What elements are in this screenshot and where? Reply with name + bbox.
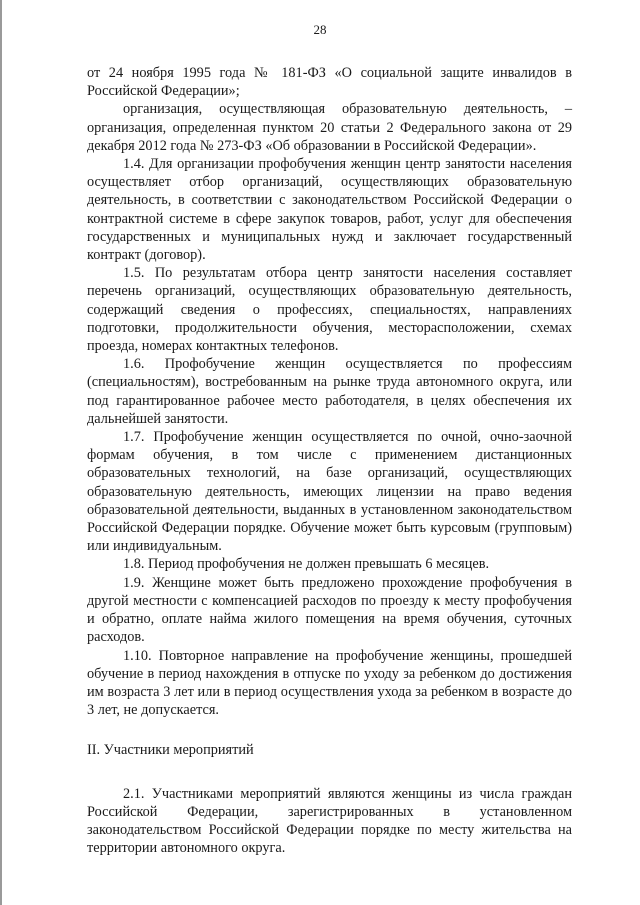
- paragraph: 1.10. Повторное направление на профобучение женщины, прошедшей обучение в период нахождения в отпуске по уходу за ребенком до достижения им возраста 3 лет или в период осуществления ухода за ребенком в возрасте до 3 лет, не допускается.: [87, 647, 572, 719]
- paragraph: 1.9. Женщине может быть предложено прохождение профобучения в другой местности с компенсацией расходов по проезду к месту профобучения и обратно, оплате найма жилого помещения на время обучения, суточных расходов.: [87, 574, 572, 646]
- paragraph: 1.8. Период профобучения не должен превышать 6 месяцев.: [123, 556, 490, 573]
- paragraph: 2.1. Участниками мероприятий являются женщины из числа граждан Российской Федерации, зарегистрированных в установленном законодательством Российской Федерации порядке по месту жительства на территории автономного округа.: [87, 785, 572, 857]
- paragraph: от 24 ноября 1995 года № 181-ФЗ «О социальной защите инвалидов в Российской Федерации»;: [87, 65, 572, 100]
- paragraph: 1.5. По результатам отбора центр занятости населения составляет перечень организаций, осуществляющих образовательную деятельность, содержащий сведения о профессиях, специальностях, направлениях подготовки, продолжительности обучения, месторасположении, схемах проезда, номерах контактных телефонов.: [87, 265, 572, 355]
- paragraph: 1.7. Профобучение женщин осуществляется по очной, очно-заочной формам обучения, в том числе с применением дистанционных образовательных технологий, на базе организаций, осуществляющих образовательную деятельность, имеющих лицензии на право ведения образовательной деятельности, выданных в установленном законодательством Российской Федерации порядке. Обучение может быть курсовым (групповым) или индивидуальным.: [87, 429, 572, 555]
- paragraph: организация, осуществляющая образовательную деятельность, – организация, определенная пунктом 20 статьи 2 Федерального закона от 29 декабря 2012 года № 273-ФЗ «Об образовании в Российской Федерации».: [87, 101, 572, 154]
- page-number: 28: [313, 22, 327, 37]
- paragraph: 1.6. Профобучение женщин осуществляется по профессиям (специальностям), востребованным на рынке труда автономного округа, или под гарантированное рабочее место работодателя, в целях обеспечения их дальнейшей занятости.: [87, 356, 572, 427]
- section-heading: II. Участники мероприятий: [87, 742, 254, 759]
- document-body: [87, 64, 572, 857]
- paragraph: 1.4. Для организации профобучения женщин центр занятости населения осуществляет отбор организаций, осуществляющих образовательную деятельность, в соответствии с законодательством Российской Федерации о контрактной системе в сфере закупок товаров, работ, услуг для обеспечения государственных и муниципальных нужд и заключает государственный контракт (договор).: [87, 156, 572, 264]
- scan-edge: [0, 0, 2, 905]
